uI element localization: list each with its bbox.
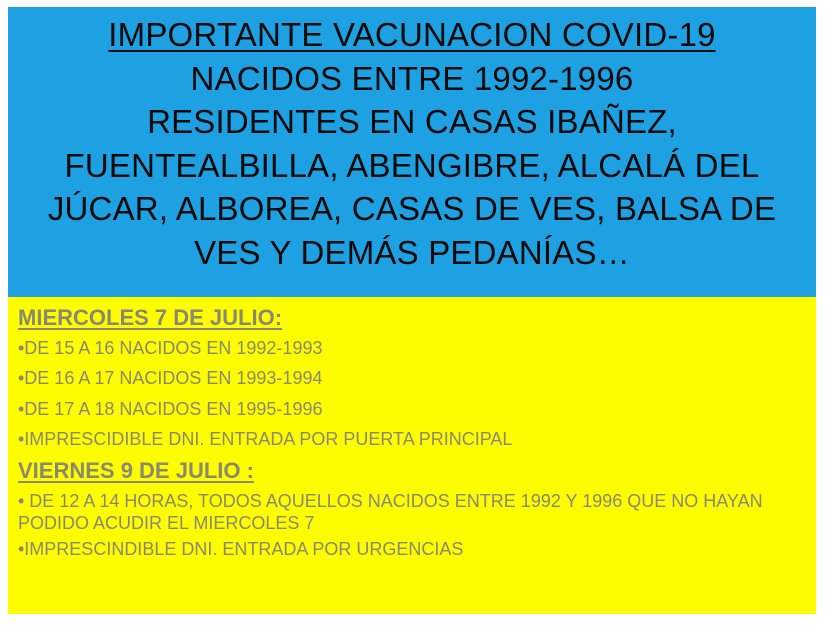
header-line-birth-years: NACIDOS ENTRE 1992-1996 bbox=[190, 59, 634, 97]
list-item: •DE 17 A 18 NACIDOS EN 1995-1996 bbox=[18, 398, 323, 419]
section-heading-friday: VIERNES 9 DE JULIO : bbox=[18, 458, 254, 484]
schedule-panel bbox=[8, 297, 816, 614]
list-item: • DE 12 A 14 HORAS, TODOS AQUELLOS NACIDOS ENTRE 1992 Y 1996 QUE NO HAYAN PODIDO ACUDIR EL MIERCOLES 7 bbox=[18, 491, 763, 534]
header-banner bbox=[8, 7, 816, 297]
header-line-towns-1: FUENTEALBILLA, ABENGIBRE, ALCALÁ DEL bbox=[64, 146, 760, 184]
header-line-residents: RESIDENTES EN CASAS IBAÑEZ, bbox=[147, 103, 677, 140]
list-item: •DE 15 A 16 NACIDOS EN 1992-1993 bbox=[18, 338, 323, 358]
page-title: IMPORTANTE VACUNACION COVID-19 bbox=[108, 16, 716, 53]
list-item: •IMPRESCINDIBLE DNI. ENTRADA POR URGENCIAS bbox=[18, 539, 464, 560]
header-line-towns-2: JÚCAR, ALBOREA, CASAS DE VES, BALSA DE bbox=[47, 190, 777, 227]
section-heading-wednesday: MIERCOLES 7 DE JULIO: bbox=[18, 305, 283, 330]
list-item: •IMPRESCIDIBLE DNI. ENTRADA POR PUERTA PRINCIPAL bbox=[18, 428, 513, 449]
header-line-towns-3: VES Y DEMÁS PEDANÍAS… bbox=[194, 233, 630, 271]
list-item: •DE 16 A 17 NACIDOS EN 1993-1994 bbox=[18, 368, 323, 389]
